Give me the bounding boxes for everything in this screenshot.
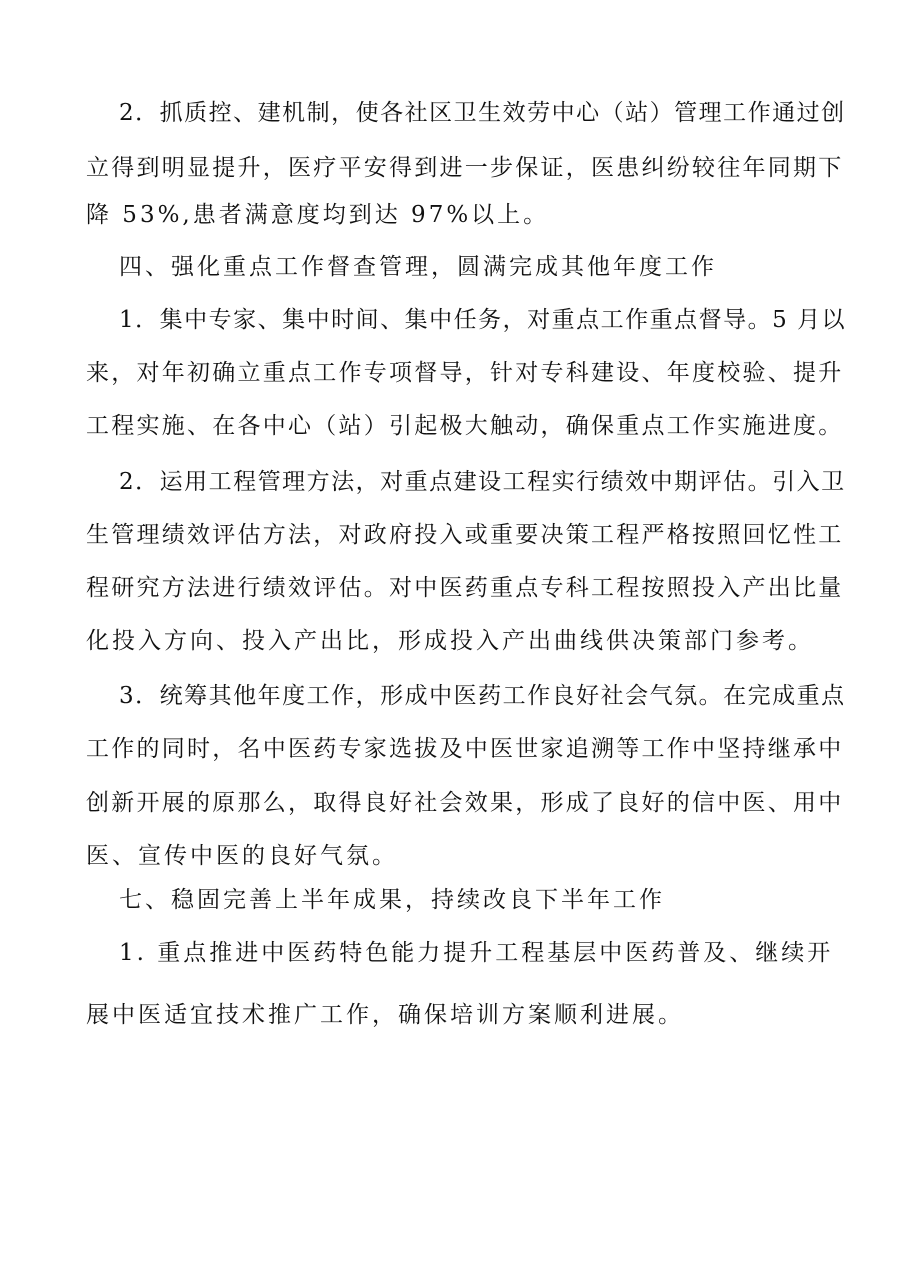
item-7-1-line-1: 1. 重点推进中医药特色能力提升工程基层中医药普及、继续开 (119, 940, 834, 966)
item-1-line-3: 工程实施、在各中心（站）引起极大触动，确保重点工作实施进度。 (86, 413, 844, 439)
item-1-line-2: 来，对年初确立重点工作专项督导，针对专科建设、年度校验、提升 (86, 360, 844, 386)
item-1-line-1: 1．集中专家、集中时间、集中任务，对重点工作重点督导。5 月以 (119, 307, 847, 333)
para-2-line-2: 立得到明显提升，医疗平安得到进一步保证，医患纠纷较往年同期下 (86, 155, 844, 181)
item-3-line-4: 医、宣传中医的良好气氛。 (86, 843, 398, 869)
item-3-line-1: 3．统筹其他年度工作，形成中医药工作良好社会气氛。在完成重点 (119, 683, 846, 709)
item-2-line-1: 2．运用工程管理方法，对重点建设工程实行绩效中期评估。引入卫 (119, 469, 846, 495)
item-3-line-2: 工作的同时，名中医药专家选拔及中医世家追溯等工作中坚持继承中 (86, 736, 844, 762)
item-2-line-2: 生管理绩效评估方法，对政府投入或重要决策工程严格按照回忆性工 (86, 522, 844, 548)
para-2-line-3: 降 53%,患者满意度均到达 97%以上。 (86, 202, 550, 228)
item-3-line-3: 创新开展的原那么，取得良好社会效果，形成了良好的信中医、用中 (86, 790, 844, 816)
para-2-line-1: 2．抓质控、建机制，使各社区卫生效劳中心（站）管理工作通过创 (119, 100, 846, 126)
item-2-line-4: 化投入方向、投入产出比，形成投入产出曲线供决策部门参考。 (86, 628, 814, 654)
item-7-1-line-2: 展中医适宜技术推广工作，确保培训方案顺利进展。 (86, 1002, 684, 1028)
section-heading-7: 七、稳固完善上半年成果，持续改良下半年工作 (119, 887, 665, 913)
section-heading-4: 四、强化重点工作督查管理，圆满完成其他年度工作 (119, 254, 717, 280)
item-2-line-3: 程研究方法进行绩效评估。对中医药重点专科工程按照投入产出比量 (86, 575, 844, 601)
